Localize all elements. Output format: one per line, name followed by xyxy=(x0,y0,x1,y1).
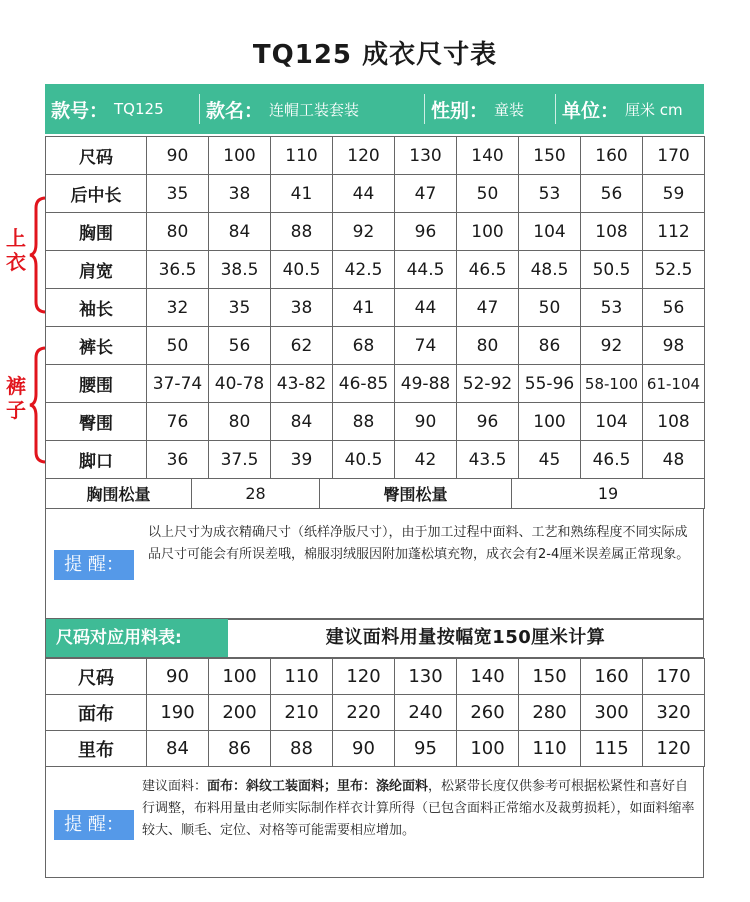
table-cell: 50 xyxy=(519,289,581,327)
table-cell: 41 xyxy=(271,175,333,213)
table-cell: 140 xyxy=(457,137,519,175)
table-cell: 92 xyxy=(581,327,643,365)
table-cell: 260 xyxy=(457,695,519,731)
table-cell: 68 xyxy=(333,327,395,365)
note2-bold: 面布：斜纹工装面料；里布：涤纶面料 xyxy=(207,779,429,794)
table-cell: 35 xyxy=(147,175,209,213)
table-cell: 48 xyxy=(643,441,705,479)
table-cell: 80 xyxy=(457,327,519,365)
table-cell: 98 xyxy=(643,327,705,365)
table-cell: 88 xyxy=(271,731,333,767)
table-cell: 90 xyxy=(147,137,209,175)
name-label: 款名： xyxy=(206,99,264,122)
note2-part2: ，松紧带长度仅供参考可根据松紧性和喜好自行调整，布料用量由老师实际制作样衣计算所得（已包含面料正常缩水及裁剪损耗），如面料缩率较大、顺毛、定位、对格等可能需要相应增加。 xyxy=(142,779,695,838)
table-cell: 58-100 xyxy=(581,365,643,403)
top-side-text: 上衣 xyxy=(6,226,26,274)
row-label: 胸围 xyxy=(46,213,147,251)
table-cell: 90 xyxy=(333,731,395,767)
fabric-table xyxy=(45,658,705,767)
row-label: 裤长 xyxy=(46,327,147,365)
row-label: 面布 xyxy=(46,695,147,731)
unit-cell xyxy=(556,84,704,134)
table-cell: 49-88 xyxy=(395,365,457,403)
row-label: 尺码 xyxy=(46,137,147,175)
size-row xyxy=(46,137,705,175)
table-cell: 90 xyxy=(147,659,209,695)
table-cell: 74 xyxy=(395,327,457,365)
pants-side-text: 裤子 xyxy=(6,374,26,422)
table-cell: 200 xyxy=(209,695,271,731)
table-cell: 300 xyxy=(581,695,643,731)
table-cell: 110 xyxy=(271,659,333,695)
model-value: TQ125 xyxy=(114,100,164,118)
row-label: 肩宽 xyxy=(46,251,147,289)
table-cell: 47 xyxy=(457,289,519,327)
fabric-row xyxy=(46,659,705,695)
table-cell: 280 xyxy=(519,695,581,731)
table-cell: 44 xyxy=(395,289,457,327)
table-cell: 190 xyxy=(147,695,209,731)
row-label: 后中长 xyxy=(46,175,147,213)
table-cell: 150 xyxy=(519,137,581,175)
table-cell: 50.5 xyxy=(581,251,643,289)
table-cell: 108 xyxy=(581,213,643,251)
note2-part1: 建议面料： xyxy=(142,779,208,794)
table-cell: 56 xyxy=(581,175,643,213)
table-cell: 140 xyxy=(457,659,519,695)
fabric-header-hint: 建议面料用量按幅宽150厘米计算 xyxy=(325,627,606,648)
table-cell: 80 xyxy=(209,403,271,441)
tip-badge: 提 醒： xyxy=(54,810,134,840)
table-cell: 170 xyxy=(643,137,705,175)
table-cell: 53 xyxy=(519,175,581,213)
table-cell: 95 xyxy=(395,731,457,767)
table-cell: 40.5 xyxy=(333,441,395,479)
row-label: 尺码 xyxy=(46,659,147,695)
tip-badge: 提 醒： xyxy=(54,550,134,580)
table-cell: 86 xyxy=(519,327,581,365)
table-cell: 100 xyxy=(209,659,271,695)
table-cell: 43-82 xyxy=(271,365,333,403)
table-cell: 43.5 xyxy=(457,441,519,479)
size-row xyxy=(46,289,705,327)
note-text-1: 以上尺寸为成衣精确尺寸（纸样净版尺寸），由于加工过程中面料、工艺和熟练程度不同实际成品尺寸可能会有所误差哦，棉服羽绒服因附加蓬松填充物，成衣会有2-4厘米误差属正常现象。 xyxy=(148,525,690,562)
table-cell: 110 xyxy=(519,731,581,767)
gender-label: 性别： xyxy=(431,99,489,122)
size-row xyxy=(46,213,705,251)
table-cell: 42.5 xyxy=(333,251,395,289)
chest-ease-label: 胸围松量 xyxy=(46,479,192,509)
row-label: 腰围 xyxy=(46,365,147,403)
table-cell: 100 xyxy=(519,403,581,441)
fabric-row xyxy=(46,731,705,767)
table-cell: 100 xyxy=(457,731,519,767)
table-cell: 48.5 xyxy=(519,251,581,289)
size-row xyxy=(46,403,705,441)
table-cell: 84 xyxy=(271,403,333,441)
table-cell: 220 xyxy=(333,695,395,731)
table-cell: 210 xyxy=(271,695,333,731)
table-cell: 90 xyxy=(395,403,457,441)
table-cell: 100 xyxy=(457,213,519,251)
row-label: 里布 xyxy=(46,731,147,767)
gender-value: 童装 xyxy=(494,100,525,119)
note-text-2 xyxy=(142,776,698,842)
table-cell: 115 xyxy=(581,731,643,767)
table-cell: 45 xyxy=(519,441,581,479)
pants-side-label xyxy=(6,374,28,422)
table-cell: 42 xyxy=(395,441,457,479)
table-cell: 53 xyxy=(581,289,643,327)
table-cell: 120 xyxy=(333,659,395,695)
row-label: 臀围 xyxy=(46,403,147,441)
table-cell: 61-104 xyxy=(643,365,705,403)
table-cell: 56 xyxy=(209,327,271,365)
table-cell: 160 xyxy=(581,137,643,175)
table-cell: 38.5 xyxy=(209,251,271,289)
size-table xyxy=(45,136,705,479)
table-cell: 52-92 xyxy=(457,365,519,403)
table-cell: 108 xyxy=(643,403,705,441)
table-cell: 56 xyxy=(643,289,705,327)
table-cell: 39 xyxy=(271,441,333,479)
table-cell: 32 xyxy=(147,289,209,327)
table-cell: 150 xyxy=(519,659,581,695)
table-cell: 52.5 xyxy=(643,251,705,289)
name-cell xyxy=(200,84,424,134)
table-cell: 240 xyxy=(395,695,457,731)
table-cell: 76 xyxy=(147,403,209,441)
hip-ease-value: 19 xyxy=(512,479,705,509)
fabric-header-title: 尺码对应用料表: xyxy=(46,619,228,657)
table-cell: 62 xyxy=(271,327,333,365)
model-cell xyxy=(45,84,199,134)
table-cell: 110 xyxy=(271,137,333,175)
size-row xyxy=(46,175,705,213)
table-cell: 40.5 xyxy=(271,251,333,289)
table-cell: 55-96 xyxy=(519,365,581,403)
table-cell: 112 xyxy=(643,213,705,251)
table-cell: 36.5 xyxy=(147,251,209,289)
size-row xyxy=(46,251,705,289)
page-title: TQ125 成衣尺寸表 xyxy=(252,40,498,70)
fabric-header xyxy=(45,618,704,658)
size-row xyxy=(46,365,705,403)
table-cell: 104 xyxy=(581,403,643,441)
table-cell: 130 xyxy=(395,137,457,175)
table-cell: 47 xyxy=(395,175,457,213)
table-cell: 35 xyxy=(209,289,271,327)
table-cell: 88 xyxy=(333,403,395,441)
table-cell: 120 xyxy=(643,731,705,767)
size-row xyxy=(46,441,705,479)
gender-cell xyxy=(425,84,555,134)
table-cell: 37-74 xyxy=(147,365,209,403)
table-cell: 50 xyxy=(457,175,519,213)
table-cell: 104 xyxy=(519,213,581,251)
size-row xyxy=(46,327,705,365)
table-cell: 84 xyxy=(209,213,271,251)
row-label: 袖长 xyxy=(46,289,147,327)
info-bar xyxy=(45,84,704,134)
table-cell: 59 xyxy=(643,175,705,213)
table-cell: 86 xyxy=(209,731,271,767)
table-cell: 80 xyxy=(147,213,209,251)
unit-value: 厘米 cm xyxy=(625,100,683,119)
table-cell: 44.5 xyxy=(395,251,457,289)
table-cell: 120 xyxy=(333,137,395,175)
table-cell: 46-85 xyxy=(333,365,395,403)
chest-ease-value: 28 xyxy=(192,479,320,509)
table-cell: 38 xyxy=(209,175,271,213)
table-cell: 36 xyxy=(147,441,209,479)
table-cell: 38 xyxy=(271,289,333,327)
model-label: 款号： xyxy=(51,99,109,122)
unit-label: 单位： xyxy=(562,99,620,122)
fabric-row xyxy=(46,695,705,731)
name-value: 连帽工装套装 xyxy=(269,100,360,119)
table-cell: 37.5 xyxy=(209,441,271,479)
table-cell: 160 xyxy=(581,659,643,695)
table-cell: 92 xyxy=(333,213,395,251)
table-cell: 40-78 xyxy=(209,365,271,403)
table-cell: 50 xyxy=(147,327,209,365)
table-cell: 46.5 xyxy=(581,441,643,479)
table-cell: 100 xyxy=(209,137,271,175)
table-cell: 96 xyxy=(457,403,519,441)
table-cell: 88 xyxy=(271,213,333,251)
top-side-label xyxy=(6,226,28,274)
table-cell: 170 xyxy=(643,659,705,695)
row-label: 脚口 xyxy=(46,441,147,479)
table-cell: 96 xyxy=(395,213,457,251)
table-cell: 84 xyxy=(147,731,209,767)
table-cell: 320 xyxy=(643,695,705,731)
note-box-1 xyxy=(45,508,704,620)
hip-ease-label: 臀围松量 xyxy=(320,479,512,509)
ease-table xyxy=(45,478,705,509)
table-cell: 41 xyxy=(333,289,395,327)
note-box-2 xyxy=(45,766,704,878)
table-cell: 130 xyxy=(395,659,457,695)
table-cell: 46.5 xyxy=(457,251,519,289)
table-cell: 44 xyxy=(333,175,395,213)
